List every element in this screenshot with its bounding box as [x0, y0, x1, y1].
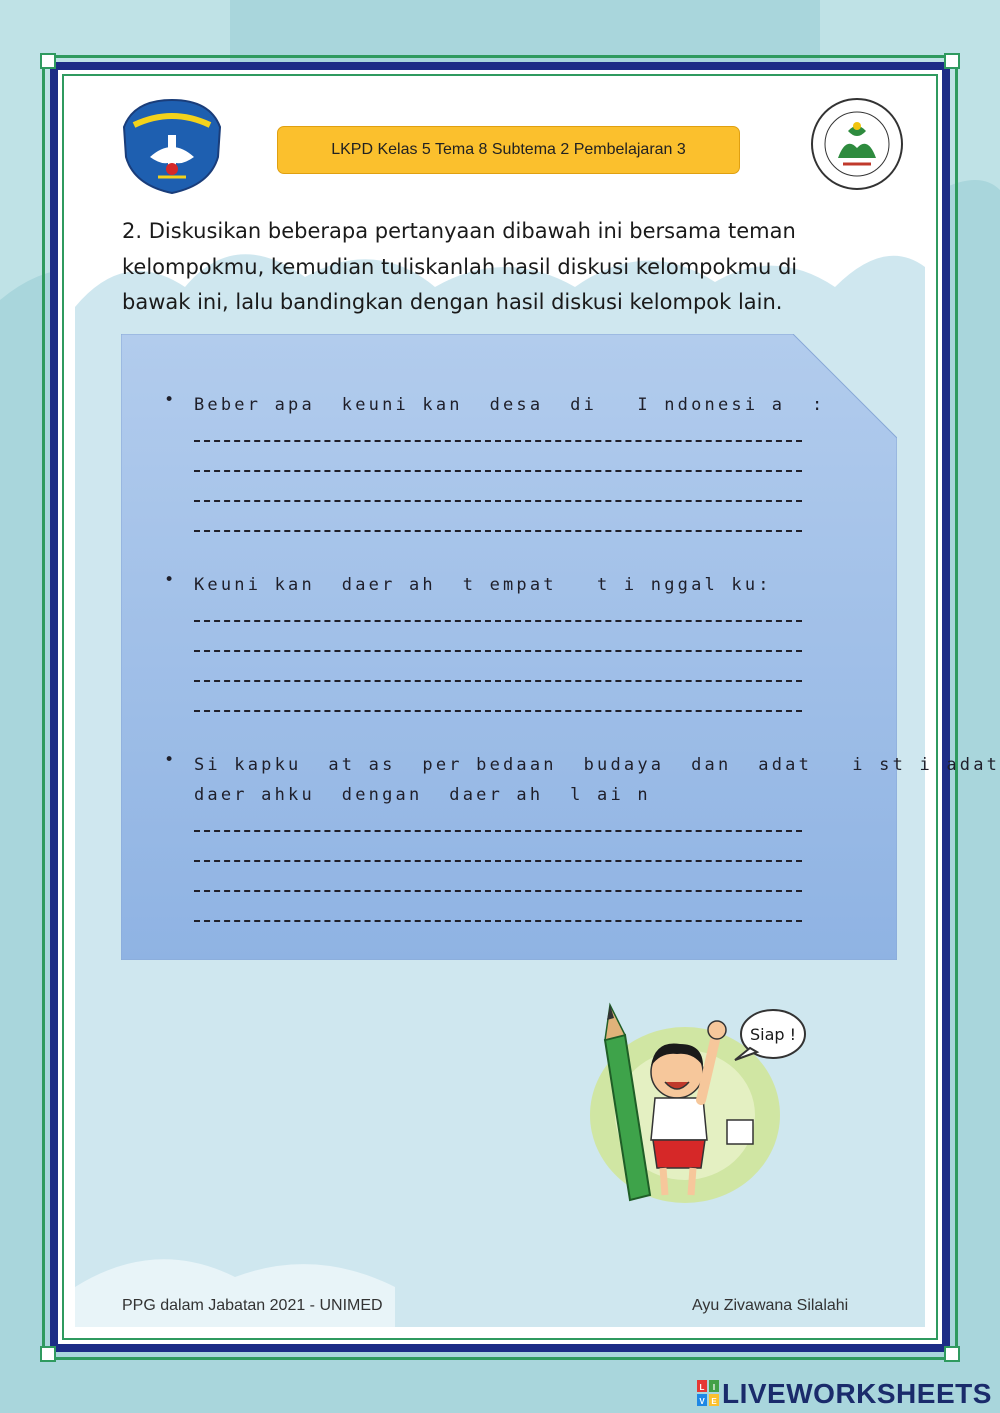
answer-line[interactable] — [194, 620, 802, 622]
answer-line[interactable] — [194, 710, 802, 712]
question-text-continued: daer ahku dengan daer ah l ai n — [194, 785, 651, 805]
answer-line[interactable] — [194, 530, 802, 532]
instruction-line: kelompokmu, kemudian tuliskanlah hasil diskusi kelompokmu di — [122, 254, 798, 279]
answer-line[interactable] — [194, 920, 802, 922]
bullet: • — [164, 390, 178, 410]
answer-panel — [121, 334, 897, 960]
answer-line[interactable] — [194, 890, 802, 892]
liveworksheets-mark-icon — [697, 1380, 719, 1406]
answer-line[interactable] — [194, 440, 802, 442]
answer-line[interactable] — [194, 650, 802, 652]
unimed-logo — [808, 96, 906, 192]
frame-corner-ornament — [40, 1346, 56, 1362]
student-pencil-illustration — [585, 1000, 815, 1210]
svg-text:E: E — [711, 1397, 717, 1406]
svg-text:I: I — [712, 1383, 716, 1392]
answer-line[interactable] — [194, 860, 802, 862]
frame-corner-ornament — [40, 53, 56, 69]
answer-line[interactable] — [194, 470, 802, 472]
question-text: Si kapku at as per bedaan budaya dan adat i st i adat — [194, 755, 1000, 775]
answer-line[interactable] — [194, 830, 802, 832]
liveworksheets-brand[interactable]: LIVEWORKSHEETS — [722, 1378, 992, 1409]
worksheet-title: LKPD Kelas 5 Tema 8 Subtema 2 Pembelajaran 3 — [331, 141, 686, 158]
footer-left: PPG dalam Jabatan 2021 - UNIMED — [122, 1297, 383, 1314]
instruction-line: bawak ini, lalu bandingkan dengan hasil diskusi kelompok lain. — [122, 290, 783, 314]
svg-text:V: V — [699, 1397, 705, 1406]
bullet: • — [164, 750, 178, 770]
question-text: Keuni kan daer ah t empat t i nggal ku: — [194, 575, 772, 595]
bullet: • — [164, 570, 178, 590]
answer-line[interactable] — [194, 680, 802, 682]
frame-corner-ornament — [944, 1346, 960, 1362]
worksheet-title-box — [277, 126, 740, 174]
instruction-line: 2. Diskusikan beberapa pertanyaan dibawah ini bersama teman — [122, 219, 796, 243]
instruction-text — [122, 214, 822, 321]
frame-corner-ornament — [944, 53, 960, 69]
footer-right: Ayu Zivawana Silalahi — [692, 1297, 849, 1314]
tut-wuri-handayani-logo — [120, 97, 224, 195]
svg-text:L: L — [699, 1383, 705, 1392]
question-text: Beber apa keuni kan desa di I ndonesi a : — [194, 395, 826, 415]
answer-line[interactable] — [194, 500, 802, 502]
speech-bubble-text: Siap ! — [749, 1025, 797, 1044]
